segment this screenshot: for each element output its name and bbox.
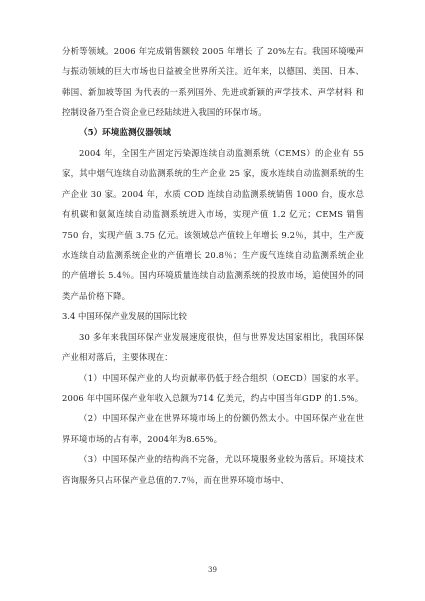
paragraph-cems: 2004 年，全国生产固定污染源连续自动监测系统（CEMS）的企业有 55 家，其中烟气连续自动监测系统的生产企业 25 家，废水连续自动监测系统的生产企业 30 家。2004 年，水质 COD 连续自动监测系统销售 1000 台，废水总有机碳和氨氮连续自动监测系统进入市场，实现产值 1.2 亿元；CEMS 销售 750 台，实现产值 3.75 亿元。该领域总产值较上年增长 9.2％，其中，生产废水连续自动监测系统企业的产值增长 20.8％；生产废气连续自动监测系统企业的产值增长 5.4％。国内环境质量连续自动监测系统的投放市场，追使国外的同类产品价格下降。 xyxy=(62,148,364,301)
paragraph-point-2: （2）中国环保产业在世界环境市场上的份额仍然太小。中国环保产业在世界环境市场的占有率，2004年为8.65%。 xyxy=(62,413,364,444)
page-body xyxy=(62,41,364,490)
section-heading-3-4: 3.4 中国环保产业发展的国际比较 xyxy=(62,311,187,322)
paragraph-point-1: （1）中国环保产业的人均贡献率仍低于经合组织（OECD）国家的水平。2006 年中国环保产业年收入总额为714 亿美元，约占中国当年GDP 的1.5%。 xyxy=(62,372,364,403)
page-number: 39 xyxy=(208,566,217,574)
paragraph-comparison-intro: 30 多年来我国环保产业发展速度很快，但与世界发达国家相比，我国环保产业相对落后，主要体现在： xyxy=(62,331,364,363)
heading-monitoring-instruments: （5）环境监测仪器领域 xyxy=(79,127,171,138)
paragraph-point-3: （3）中国环保产业的结构尚不完备，尤以环境服务业较为落后。环境技术咨询服务只占环保产业总值的7.7％，而在世界环境市场中、 xyxy=(62,454,364,485)
paragraph-noise-vibration: 分析等领域。2006 年完成销售额较 2005 年增长 了 20%左右。我国环境噪声与振动领域的巨大市场也日益被全世界所关注。近年来，以德国、美国、日本、韩国、新加坡等国 为代表的一系列国外、先进或新颖的声学技术、声学材料 和控制设备乃至合资企业已经陆续进入我国的环保市场。 xyxy=(62,46,364,118)
